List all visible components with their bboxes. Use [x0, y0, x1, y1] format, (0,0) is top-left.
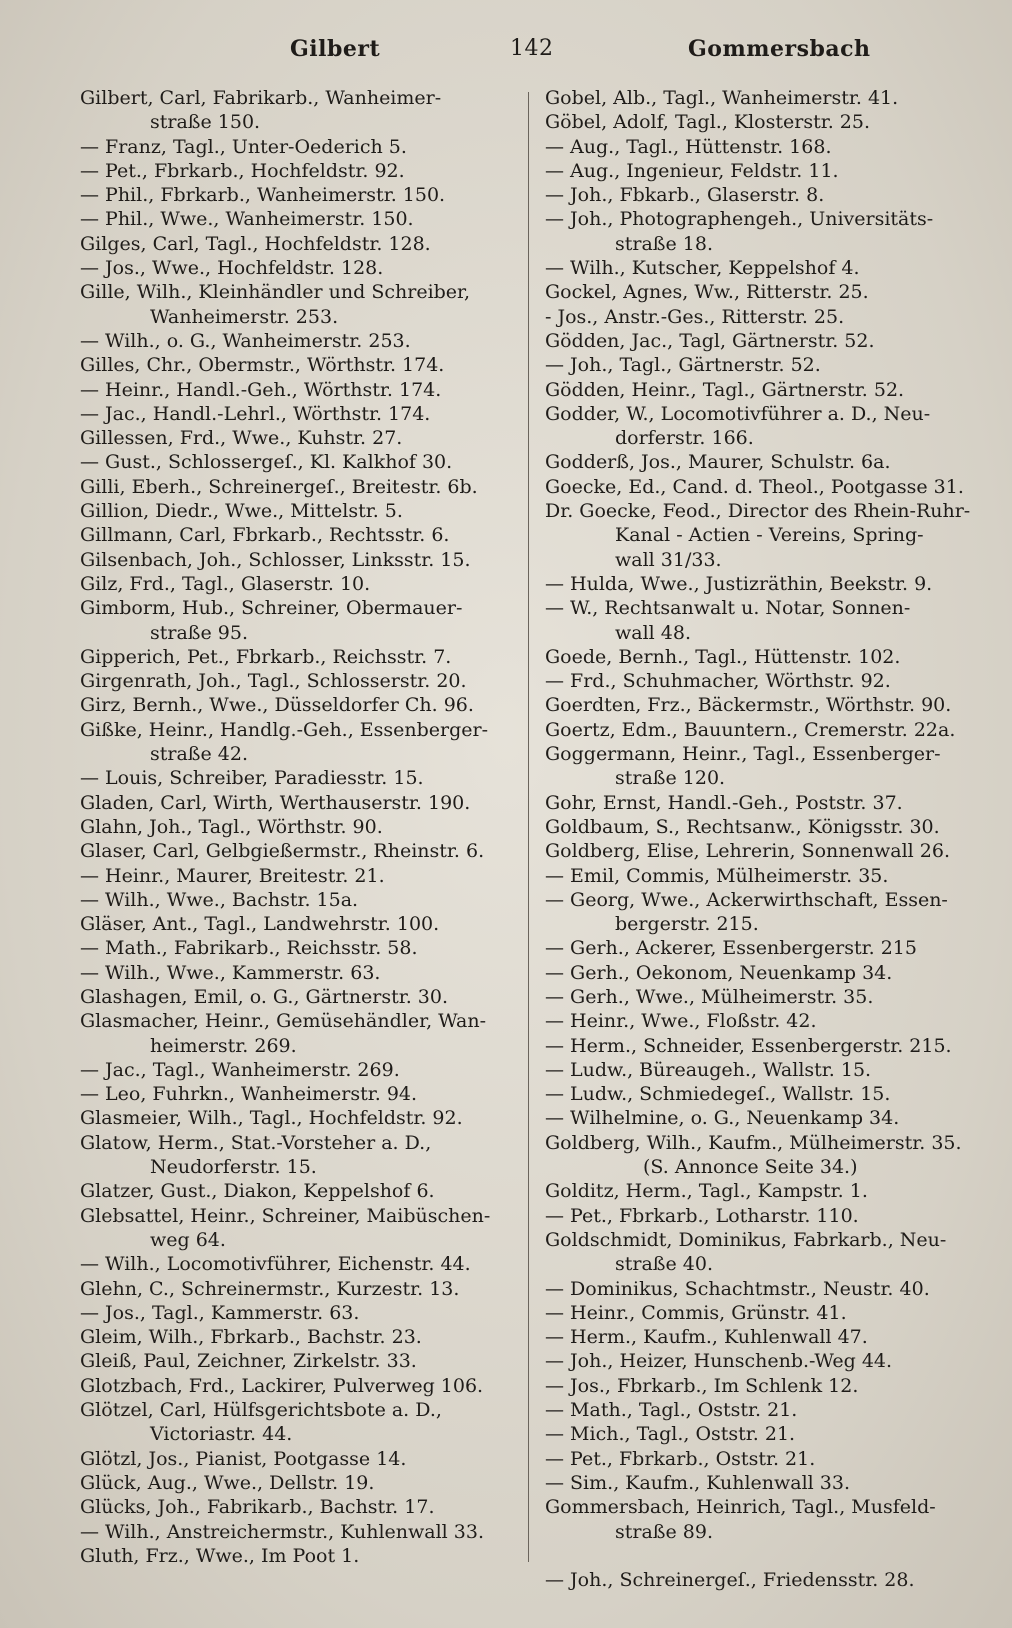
directory-entry-line: Glatow, Herm., Stat.-Vorsteher a. D., [80, 1131, 432, 1154]
directory-entry-line: — Aug., Ingenieur, Feldstr. 11. [545, 159, 839, 182]
directory-entry-line: Gilz, Frd., Tagl., Glaserstr. 10. [80, 572, 371, 595]
directory-entry-line: Gödden, Jac., Tagl, Gärtnerstr. 52. [545, 329, 875, 352]
directory-entry-line: — Pet., Fbrkarb., Oststr. 21. [545, 1447, 816, 1470]
directory-entry-line: Victoriastr. 44. [150, 1423, 293, 1446]
directory-entry-line: straße 89. [615, 1520, 713, 1543]
directory-entry-line: Gluth, Frz., Wwe., Im Poot 1. [80, 1544, 360, 1567]
directory-entry-line: Gißke, Heinr., Handlg.-Geh., Essenberger- [80, 718, 489, 741]
directory-entry-line: Gillion, Diedr., Wwe., Mittelstr. 5. [80, 500, 403, 523]
directory-entry-line: dorferstr. 166. [615, 427, 754, 450]
directory-entry-line: Kanal - Actien - Vereins, Spring- [615, 524, 924, 547]
directory-entry-line: — Gerh., Ackerer, Essenbergerstr. 215 [545, 937, 917, 960]
directory-entry-line: Glatzer, Gust., Diakon, Keppelshof 6. [80, 1180, 435, 1203]
directory-entry-line: Gilges, Carl, Tagl., Hochfeldstr. 128. [80, 232, 431, 255]
directory-entry-line: Glebsattel, Heinr., Schreiner, Maibüschen- [80, 1204, 491, 1227]
directory-entry-line: Gilli, Eberh., Schreinergeſ., Breitestr. 6b. [80, 475, 478, 498]
directory-entry-line: Gille, Wilh., Kleinhändler und Schreiber, [80, 281, 471, 304]
directory-entry-line: — Franz, Tagl., Unter-Oederich 5. [80, 135, 407, 158]
directory-entry-line: — Phil., Wwe., Wanheimerstr. 150. [80, 208, 414, 231]
directory-entry-line: heimerstr. 269. [150, 1034, 297, 1057]
directory-entry-line: Goecke, Ed., Cand. d. Theol., Pootgasse 31. [545, 475, 964, 498]
directory-entry-line: — Jos., Fbrkarb., Im Schlenk 12. [545, 1374, 859, 1397]
directory-entry-line: — Pet., Fbrkarb., Lotharstr. 110. [545, 1204, 859, 1227]
directory-entry-line: Goertz, Edm., Bauuntern., Cremerstr. 22a. [545, 718, 956, 741]
directory-entry-line: — Wilh., Anstreichermstr., Kuhlenwall 33. [80, 1520, 485, 1543]
directory-entry-line: Göbel, Adolf, Tagl., Klosterstr. 25. [545, 111, 870, 134]
directory-entry-line: Glashagen, Emil, o. G., Gärtnerstr. 30. [80, 985, 449, 1008]
directory-entry-line: — Wilh., Wwe., Bachstr. 15a. [80, 888, 359, 911]
directory-entry-line: straße 42. [150, 743, 248, 766]
directory-entry-line: — Herm., Schneider, Essenbergerstr. 215. [545, 1034, 952, 1057]
directory-entry-line: Gimborm, Hub., Schreiner, Obermauer- [80, 597, 463, 620]
directory-entry-line: Gödden, Heinr., Tagl., Gärtnerstr. 52. [545, 378, 905, 401]
directory-entry-line: — Aug., Tagl., Hüttenstr. 168. [545, 135, 832, 158]
directory-entry-line: - Jos., Anstr.-Ges., Ritterstr. 25. [545, 305, 845, 328]
right-column [545, 86, 970, 1592]
directory-entry-line: Gillmann, Carl, Fbrkarb., Rechtsstr. 6. [80, 524, 450, 547]
directory-entry-line: Goldberg, Elise, Lehrerin, Sonnenwall 26. [545, 840, 950, 863]
directory-entry-line: Godder, W., Locomotivführer a. D., Neu- [545, 402, 931, 425]
directory-entry-line: Gilbert, Carl, Fabrikarb., Wanheimer- [80, 87, 442, 109]
directory-entry-line: — Heinr., Commis, Grünstr. 41. [545, 1301, 847, 1324]
directory-entry-line: Glötzel, Carl, Hülfsgerichtsbote a. D., [80, 1399, 442, 1422]
directory-entry-line: — Joh., Heizer, Hunschenb.-Weg 44. [545, 1350, 893, 1373]
directory-entry-line: — Leo, Fuhrkn., Wanheimerstr. 94. [80, 1083, 418, 1106]
directory-entry-line: — W., Rechtsanwalt u. Notar, Sonnen- [545, 597, 911, 620]
directory-entry-line: straße 95. [150, 621, 248, 644]
directory-entry-line: — Georg, Wwe., Ackerwirthschaft, Essen- [545, 888, 948, 911]
directory-entry-line: — Wilh., o. G., Wanheimerstr. 253. [80, 329, 411, 352]
directory-entry-line: — Jac., Tagl., Wanheimerstr. 269. [80, 1058, 400, 1081]
directory-entry-line: straße 150. [150, 111, 261, 134]
directory-entry-line: — Gerh., Oekonom, Neuenkamp 34. [545, 961, 893, 984]
directory-entry-line: Gleiß, Paul, Zeichner, Zirkelstr. 33. [80, 1350, 417, 1373]
directory-entry-line: Neudorferstr. 15. [150, 1156, 317, 1179]
directory-entry-line: — Sim., Kaufm., Kuhlenwall 33. [545, 1471, 851, 1494]
directory-entry-line: Glück, Aug., Wwe., Dellstr. 19. [80, 1471, 375, 1494]
directory-entry-line: Goggermann, Heinr., Tagl., Essenberger- [545, 743, 941, 766]
directory-entry-line: — Joh., Tagl., Gärtnerstr. 52. [545, 354, 821, 377]
directory-entry-line: Dr. Goecke, Feod., Director des Rhein-Ruhr- [545, 500, 971, 523]
directory-entry-line: Wanheimerstr. 253. [150, 305, 339, 328]
directory-entry-line: Gläser, Ant., Tagl., Landwehrstr. 100. [80, 913, 440, 936]
directory-entry-line: Glasmeier, Wilh., Tagl., Hochfeldstr. 92. [80, 1107, 463, 1130]
directory-entry-line: Goede, Bernh., Tagl., Hüttenstr. 102. [545, 645, 901, 668]
directory-entry-line: — Frd., Schuhmacher, Wörthstr. 92. [545, 670, 891, 693]
header-right-word: Gommersbach [688, 36, 871, 62]
directory-entry-line: — Gerh., Wwe., Mülheimerstr. 35. [545, 985, 874, 1008]
directory-entry-line: — Wilh., Kutscher, Keppelshof 4. [545, 257, 860, 280]
directory-entry-line: Goldschmidt, Dominikus, Fabrkarb., Neu- [545, 1228, 947, 1251]
directory-entry-line: — Jac., Handl.-Lehrl., Wörthstr. 174. [80, 402, 431, 425]
directory-entry-line: — Louis, Schreiber, Paradiesstr. 15. [80, 767, 424, 790]
directory-entry-line: — Gust., Schlossergeſ., Kl. Kalkhof 30. [80, 451, 453, 474]
directory-entry-line: Glasmacher, Heinr., Gemüsehändler, Wan- [80, 1010, 487, 1033]
directory-entry-line: — Jos., Tagl., Kammerstr. 63. [80, 1301, 360, 1324]
directory-entry-line: Goldberg, Wilh., Kaufm., Mülheimerstr. 35. [545, 1131, 962, 1154]
page-number: 142 [510, 36, 554, 61]
directory-entry-line: — Math., Fabrikarb., Reichsstr. 58. [80, 937, 418, 960]
directory-entry-line: straße 120. [615, 767, 726, 790]
directory-entry-line: — Math., Tagl., Oststr. 21. [545, 1399, 798, 1422]
directory-entry-line: Glücks, Joh., Fabrikarb., Bachstr. 17. [80, 1496, 435, 1519]
directory-entry-line: — Heinr., Handl.-Geh., Wörthstr. 174. [80, 378, 442, 401]
directory-entry-line: Gilsenbach, Joh., Schlosser, Linksstr. 15. [80, 548, 471, 571]
directory-entry-line: — Joh., Schreinergeſ., Friedensstr. 28. [545, 1569, 915, 1592]
directory-entry-line: Gilles, Chr., Obermstr., Wörthstr. 174. [80, 354, 445, 377]
directory-entry-line: Gleim, Wilh., Fbrkarb., Bachstr. 23. [80, 1326, 422, 1349]
directory-entry-line: — Heinr., Wwe., Floßstr. 42. [545, 1010, 817, 1033]
directory-entry-line: Girz, Bernh., Wwe., Düsseldorfer Ch. 96. [80, 694, 474, 717]
directory-entry-line: — Jos., Wwe., Hochfeldstr. 128. [80, 257, 384, 280]
directory-entry-line: (S. Annonce Seite 34.) [643, 1156, 858, 1179]
directory-entry-line: Goerdten, Frz., Bäckermstr., Wörthstr. 90. [545, 694, 952, 717]
header-left-word: Gilbert [290, 36, 381, 62]
directory-entry-line: — Joh., Photographengeh., Universitäts- [545, 208, 934, 231]
directory-entry-line: — Phil., Fbrkarb., Wanheimerstr. 150. [80, 184, 446, 207]
directory-entry-line: Glötzl, Jos., Pianist, Pootgasse 14. [80, 1447, 407, 1470]
directory-entry-line: wall 31/33. [615, 548, 722, 571]
directory-entry-line: — Ludw., Schmiedegeſ., Wallstr. 15. [545, 1083, 891, 1106]
directory-entry-line: — Ludw., Büreaugeh., Wallstr. 15. [545, 1058, 872, 1081]
directory-entry-line: Glehn, C., Schreinermstr., Kurzestr. 13. [80, 1277, 460, 1300]
directory-entry-line: Gockel, Agnes, Ww., Ritterstr. 25. [545, 281, 869, 304]
directory-entry-line: — Herm., Kaufm., Kuhlenwall 47. [545, 1326, 868, 1349]
directory-entry-line: Glaser, Carl, Gelbgießermstr., Rheinstr. 6. [80, 840, 485, 863]
column-divider [528, 92, 529, 1562]
directory-entry-line: — Mich., Tagl., Oststr. 21. [545, 1423, 796, 1446]
directory-entry-line: — Joh., Fbkarb., Glaserstr. 8. [545, 184, 825, 207]
directory-entry-line: Gommersbach, Heinrich, Tagl., Musfeld- [545, 1496, 936, 1519]
directory-entry-line: — Hulda, Wwe., Justizräthin, Beekstr. 9. [545, 572, 933, 595]
directory-entry-line [545, 1544, 970, 1568]
directory-entry-line: Glahn, Joh., Tagl., Wörthstr. 90. [80, 815, 383, 838]
directory-entry-line: straße 40. [615, 1253, 713, 1276]
directory-entry-line: bergerstr. 215. [615, 913, 759, 936]
directory-entry-line: — Pet., Fbrkarb., Hochfeldstr. 92. [80, 159, 405, 182]
directory-entry-line: straße 18. [615, 232, 713, 255]
directory-entry-line: Gohr, Ernst, Handl.-Geh., Poststr. 37. [545, 791, 903, 814]
directory-entry-line: weg 64. [150, 1228, 226, 1251]
directory-entry-line: Goldbaum, S., Rechtsanw., Königsstr. 30. [545, 815, 940, 838]
directory-entry-line: wall 48. [615, 621, 691, 644]
page-header [0, 36, 1012, 76]
directory-entry-line: Gillessen, Frd., Wwe., Kuhstr. 27. [80, 427, 403, 450]
directory-entry-line: Golditz, Herm., Tagl., Kampstr. 1. [545, 1180, 868, 1203]
directory-entry-line: — Emil, Commis, Mülheimerstr. 35. [545, 864, 889, 887]
directory-entry-line: Gladen, Carl, Wirth, Werthauserstr. 190. [80, 791, 471, 814]
directory-entry-line: — Wilh., Locomotivführer, Eichenstr. 44. [80, 1253, 471, 1276]
left-column [80, 86, 505, 1568]
directory-entry-line: Godderß, Jos., Maurer, Schulstr. 6a. [545, 451, 891, 474]
directory-entry-line: Glotzbach, Frd., Lackirer, Pulverweg 106. [80, 1374, 484, 1397]
directory-entry-line: — Heinr., Maurer, Breitestr. 21. [80, 864, 385, 887]
directory-entry-line: — Wilh., Wwe., Kammerstr. 63. [80, 961, 381, 984]
directory-entry-line: — Wilhelmine, o. G., Neuenkamp 34. [545, 1107, 900, 1130]
directory-entry-line: Gobel, Alb., Tagl., Wanheimerstr. 41. [545, 87, 899, 109]
directory-entry-line: Gipperich, Pet., Fbrkarb., Reichsstr. 7. [80, 645, 452, 668]
directory-entry-line: Girgenrath, Joh., Tagl., Schlosserstr. 20. [80, 670, 467, 693]
directory-entry-line: — Dominikus, Schachtmstr., Neustr. 40. [545, 1277, 930, 1300]
